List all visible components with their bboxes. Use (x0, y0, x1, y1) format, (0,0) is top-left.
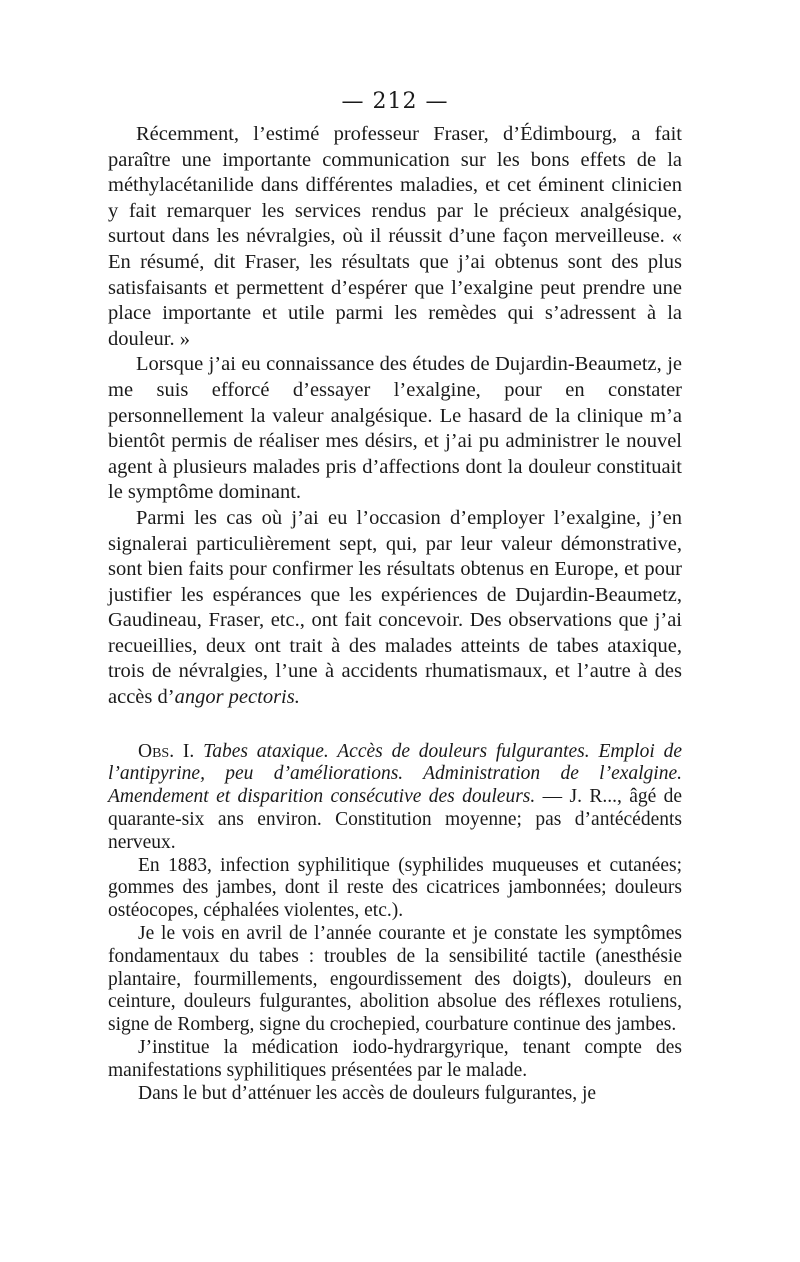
paragraph-cases-text: Parmi les cas où j’ai eu l’occasion d’employer l’exalgine, j’en signalerai particulièrement sept, qui, par leur valeur démonstrative, sont bien faits pour confirmer les résultats obtenus en Europe, et pour justifier les espérances que les expériences de Dujardin-Beaumetz, Gaudineau, Fraser, etc., ont fait concevoir. Des observations que j’ai recueillies, deux ont trait à des malades atteints de tabes ataxique, trois de névralgies, l’une à accidents rhumatismaux, et l’autre à des accès d’ (108, 506, 682, 709)
page-number: — 212 — (341, 89, 449, 114)
book-page (108, 88, 682, 1105)
observation-paragraph-treatment: J’institue la médication iodo-hydrargyrique, tenant compte des manifestations syphilitiques présentées par le malade. (108, 1037, 682, 1081)
observation-paragraph-symptoms: Je le vois en avril de l’année courante et je constate les symptômes fondamentaux du tabes : troubles de la sensibilité tactile (anesthésie plantaire, fourmillements, engourdissement des doigts), douleurs en ceinture, douleurs fulgurantes, abolition absolue des réflexes rotuliens, signe de Romberg, signe du crochepied, courbature continue des jambes. (108, 923, 682, 1036)
observation-heading (108, 741, 682, 855)
observation-title: Tabes ataxique. Accès de douleurs fulgurantes. Emploi de l’antipyrine, peu d’améliorations. Administration de l’exalgine. Amendement et disparition consécutive des douleurs. (108, 740, 683, 808)
observation-paragraph-continuation: Dans le but d’atténuer les accès de douleurs fulgurantes, je (138, 1082, 597, 1104)
observation-patient: — J. R..., âgé de quarante-six ans environ. Constitution moyenne; pas d’antécédents nerveux. (108, 786, 683, 853)
paragraph-fraser: Récemment, l’estimé professeur Fraser, d’Édimbourg, a fait paraître une importante communication sur les bons effets de la méthylacétanilide dans différentes maladies, et cet éminent clinicien y fait remarquer les services rendus par le précieux analgésique, surtout dans les névralgies, où il réussit d’une façon merveilleuse. « En résumé, dit Fraser, les résultats que j’ai obtenus sont des plus satisfaisants et permettent d’espérer que l’exalgine peut prendre une place importante et utile parmi les remèdes qui s’adressent à la douleur. » (108, 123, 682, 350)
observation-paragraph-history: En 1883, infection syphilitique (syphilides muqueuses et cutanées; gommes des jambes, dont il reste des cicatrices jambonnées; douleurs ostéocopes, céphalées violentes, etc.). (108, 854, 682, 922)
angor-pectoris-term: angor pectoris. (174, 686, 300, 709)
paragraph-cases (108, 506, 682, 711)
observation-label: Obs. I. (138, 740, 195, 762)
paragraph-dujardin: Lorsque j’ai eu connaissance des études de Dujardin-Beaumetz, je me suis efforcé d’essayer l’exalgine, pour en constater personnellement la valeur analgésique. Le hasard de la clinique m’a bientôt permis de réaliser mes désirs, et j’ai pu administrer le nouvel agent à plusieurs malades pris d’affections dont la douleur constituait le symptôme dominant. (108, 353, 682, 504)
